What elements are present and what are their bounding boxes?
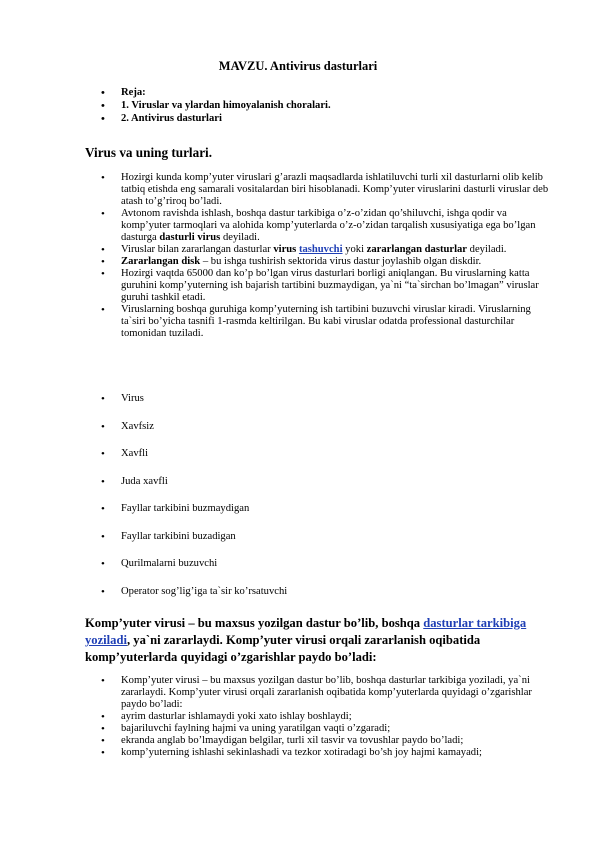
dasturlar-link[interactable]: dasturlar tarkibiga yoziladi [85, 616, 527, 647]
plan-list [0, 87, 596, 125]
list-item: • Zararlangan disk – bu ishga tushirish sektorida virus dastur joylashib olgan diskdir. [0, 256, 596, 268]
list-item: • Komp’yuter virusi – bu maxsus yozilgan dastur bo’lib, boshqa dasturlar tarkibiga yoziladi, ya`ni zararlaydi. Komp’yuter virusi orqali zararlanish oqibatida komp’yuterlarda quyidagi o’zgarishlar paydo bo’ladi: [0, 675, 596, 711]
tashuvchi-link[interactable]: tashuvchi [298, 244, 343, 255]
type-item: • Xavfli [0, 448, 596, 460]
list-item: • Hozirgi vaqtda 65000 dan ko’p bo’lgan virus dasturlari borligi aniqlangan. Bu viruslarning katta guruhini komp’yuterning ish bajarish tartibini buzmaydigan, ya`ni “ta`sirchan bo’lmagan” viruslar guruhi tashkil etadi. [0, 268, 596, 304]
list-item: • Viruslar bilan zararlangan dasturlar virus tashuvchi yoki zararlangan dasturlar deyiladi. [0, 244, 596, 256]
list-item: • ekranda anglab bo’lmaydigan belgilar, turli xil tasvir va tovushlar paydo bo’ladi; [0, 735, 596, 747]
plan-item: • Reja: [0, 87, 596, 100]
list-item: • ayrim dasturlar ishlamaydi yoki xato ishlay boshlaydi; [0, 711, 596, 723]
virus-types-list [0, 393, 596, 613]
type-item: • Operator sog’lig’iga ta`sir ko’rsatuvchi [0, 586, 596, 598]
section-heading: Virus va uning turlari. [85, 145, 213, 160]
list-item: • Viruslarning boshqa guruhiga komp’yuterning ish tartibini buzuvchi viruslar kiradi. Viruslarning ta`siri bo’yicha tasnifi 1-rasmda keltirilgan. Bu kabi viruslar odatda professional dasturchilar tomonidan tuziladi. [0, 304, 596, 340]
document-title: MAVZU. Antivirus dasturlari [218, 59, 378, 73]
list-item: • komp’yuterning ishlashi sekinlashadi va tezkor xotiradagi bo’sh joy hajmi kamayadi; [0, 747, 596, 759]
section1-list [0, 172, 596, 340]
list-item: • bajariluvchi faylning hajmi va uning yaratilgan vaqti o’zgaradi; [0, 723, 596, 735]
plan-item: • 1. Viruslar va ylardan himoyalanish choralari. [0, 100, 596, 113]
list-item: • Avtonom ravishda ishlash, boshqa dastur tarkibiga o’z-o’zidan qo’shiluvchi, ishga qodir va komp’yuter tarmoqlari va alohida komp’yuterlarda o’z-o’zidan tarqalish xususiyatiga ega bo’lgan dasturga dasturli virus deyiladi. [0, 208, 596, 244]
plan-item: • 2. Antivirus dasturlari [0, 113, 596, 126]
type-item: • Fayllar tarkibini buzmaydigan [0, 503, 596, 515]
list-item: • Hozirgi kunda komp’yuter viruslari g’arazli maqsadlarda ishlatiluvchi turli xil dasturlarni olib kelib tatbiq etishda eng samarali vositalardan biri hisoblanadi. Komp’yuter viruslarini dasturli viruslar deb atash to’g’riroq bo’ladi. [0, 172, 596, 208]
type-item: • Xavfsiz [0, 421, 596, 433]
type-item: • Qurilmalarni buzuvchi [0, 558, 596, 570]
section2-list [0, 675, 596, 759]
type-item: • Juda xavfli [0, 476, 596, 488]
type-item: • Fayllar tarkibini buzadigan [0, 531, 596, 543]
definition-heading: Komp’yuter virusi – bu maxsus yozilgan dastur bo’lib, boshqa dasturlar tarkibiga yoziladi, ya`ni zararlaydi. Komp’yuter virusi orqali zararlanish oqibatida komp’yuterlarda quyidagi o’zgarishlar paydo bo’ladi: [85, 616, 527, 664]
type-item: • Virus [0, 393, 596, 405]
